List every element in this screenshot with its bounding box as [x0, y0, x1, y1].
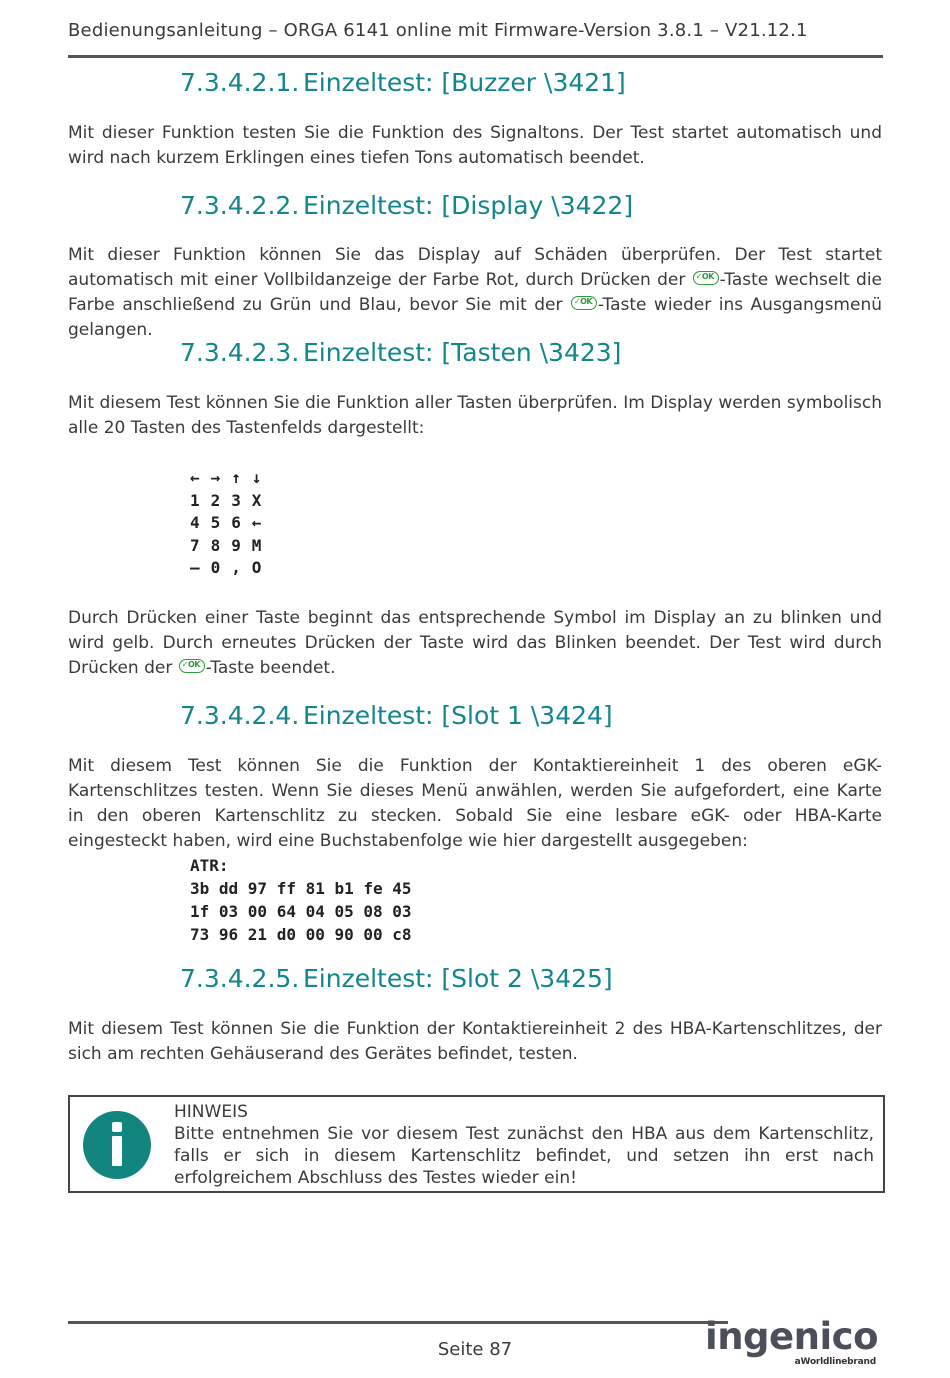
- section-title: Einzeltest: [Slot 1 \3424]: [303, 701, 613, 730]
- atr-bytes-line: 3b dd 97 ff 81 b1 fe 45: [190, 879, 412, 898]
- keypad-row: [190, 467, 272, 490]
- section-heading-tasten: [180, 337, 621, 369]
- note-text: Bitte entnehmen Sie vor diesem Test zunächst den HBA aus dem Kartenschlitz, falls er sich in diesem Kartenschlitz befindet, und setzen ihn erst nach erfolgreichem Abschluss des Testes wieder ein!: [174, 1124, 874, 1188]
- section-heading-buzzer: [180, 67, 626, 99]
- key-left-arrow: ←: [190, 468, 200, 487]
- key-up-arrow: ↑: [231, 468, 241, 487]
- key-label: 2: [210, 490, 221, 510]
- footer-rule: [68, 1321, 728, 1324]
- atr-bytes-line: 1f 03 00 64 04 05 08 03: [190, 902, 412, 921]
- text-run: Durch Drücken einer Taste beginnt das entsprechende Symbol im Display an zu blinken und wird gelb. Durch erneutes Drücken der Taste wird das Blinken beendet. Der Test wird durch Drücken der: [68, 608, 882, 678]
- page-number: Seite 87: [437, 1339, 513, 1360]
- section-heading-display: [180, 190, 633, 222]
- paragraph-display: [68, 243, 882, 343]
- key-label: 7: [190, 535, 200, 555]
- keypad-layout: [190, 467, 272, 580]
- keypad-row: [190, 490, 272, 513]
- paragraph-tasten: Mit diesem Test können Sie die Funktion aller Tasten überprüfen. Im Display werden symbolisch alle 20 Tasten des Tastenfelds dargestellt:: [68, 393, 882, 438]
- atr-label: ATR:: [190, 856, 229, 875]
- atr-output: [190, 854, 412, 946]
- key-label: 9: [231, 535, 241, 555]
- paragraph-slot2: Mit diesem Test können Sie die Funktion der Kontaktiereinheit 2 des HBA-Kartenschlitzes, der sich am rechten Gehäuserand des Gerätes befindet, testen.: [68, 1019, 882, 1064]
- text-run: -Taste beendet.: [205, 658, 336, 678]
- key-label: 4: [190, 513, 200, 532]
- section-number: 7.3.4.2.5.: [180, 964, 300, 993]
- brand-wordmark: ingenico: [705, 1315, 878, 1358]
- key-label: 5: [210, 513, 221, 532]
- running-header: Bedienungsanleitung – ORGA 6141 online mit Firmware-Version 3.8.1 – V21.12.1: [68, 20, 808, 41]
- key-label: 8: [210, 535, 221, 555]
- ok-key-icon: [571, 296, 597, 310]
- text-run: -Taste wieder ins Ausgangsmenü gelangen.: [68, 295, 882, 340]
- key-label: ,: [231, 558, 241, 577]
- section-heading-slot2: [180, 963, 613, 995]
- key-label: O: [251, 558, 262, 577]
- section-title: Einzeltest: [Tasten \3423]: [303, 338, 622, 367]
- key-backspace-arrow: ←: [251, 513, 262, 532]
- key-label: M: [251, 535, 262, 555]
- section-number: 7.3.4.2.1.: [180, 68, 300, 97]
- section-number: 7.3.4.2.2.: [180, 191, 300, 220]
- section-number: 7.3.4.2.4.: [180, 701, 300, 730]
- section-title: Einzeltest: [Buzzer \3421]: [303, 68, 626, 97]
- key-label: X: [251, 490, 262, 510]
- key-label: 3: [231, 490, 241, 510]
- note-title: HINWEIS: [174, 1102, 248, 1122]
- header-rule: [68, 55, 883, 58]
- key-label: 0: [210, 558, 221, 577]
- keypad-row: [190, 535, 272, 558]
- key-down-arrow: ↓: [251, 468, 262, 487]
- brand-logo: [705, 1315, 880, 1372]
- section-title: Einzeltest: [Slot 2 \3425]: [303, 964, 613, 993]
- text-run: Mit dieser Funktion können Sie das Display auf Schäden überprüfen. Der Test startet automatisch mit einer Vollbildanzeige der Farbe Rot, durch Drücken der: [68, 245, 882, 290]
- keypad-row: [190, 557, 272, 580]
- brand-tagline: aWorldlinebrand: [794, 1357, 876, 1367]
- paragraph-slot1: Mit diesem Test können Sie die Funktion der Kontaktiereinheit 1 des oberen eGK-Kartenschlitzes testen. Wenn Sie dieses Menü anwählen, werden Sie aufgefordert, eine Karte in den oberen Kartenschlitz zu stecken. Sobald Sie eine lesbare eGK- oder HBA-Karte eingesteckt haben, wird eine Buchstabenfolge wie hier dargestellt ausgegeben:: [68, 756, 882, 851]
- note-box: [68, 1095, 885, 1193]
- info-icon: [83, 1111, 151, 1179]
- key-right-arrow: →: [210, 468, 221, 487]
- section-number: 7.3.4.2.3.: [180, 338, 300, 367]
- paragraph-buzzer: Mit dieser Funktion testen Sie die Funktion des Signaltons. Der Test startet automatisch und wird nach kurzem Erklingen eines tiefen Tons automatisch beendet.: [68, 123, 882, 168]
- atr-bytes-line: 73 96 21 d0 00 90 00 c8: [190, 925, 412, 944]
- key-label: 6: [231, 513, 241, 532]
- ok-key-icon: [693, 271, 719, 285]
- text-run: -Taste wechselt die Farbe anschließend zu Grün und Blau, bevor Sie mit der: [68, 270, 883, 315]
- key-label: –: [190, 558, 200, 577]
- keypad-row: [190, 512, 272, 535]
- section-heading-slot1: [180, 700, 613, 732]
- paragraph-tasten-after: [68, 606, 882, 681]
- key-label: 1: [190, 490, 200, 510]
- ok-key-icon: [179, 659, 205, 673]
- section-title: Einzeltest: [Display \3422]: [303, 191, 634, 220]
